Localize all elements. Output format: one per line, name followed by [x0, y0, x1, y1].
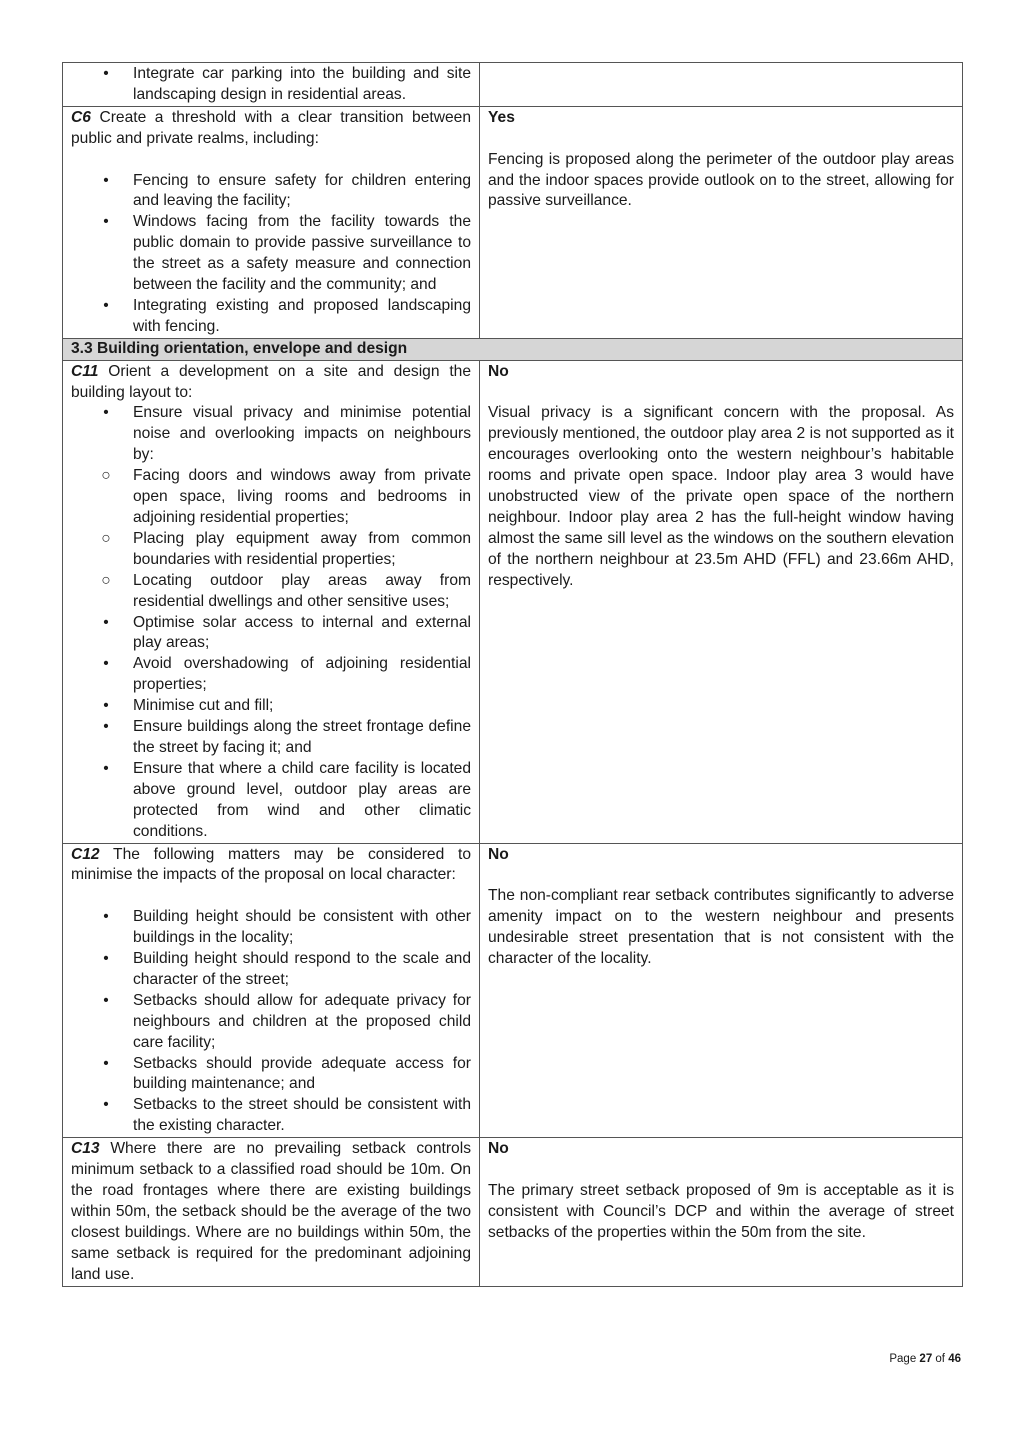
list-item: ○ Locating outdoor play areas away from residential dwellings and other sensitive uses;: [101, 571, 471, 610]
bullet-marker: •: [103, 65, 109, 82]
table-row: [63, 843, 963, 1138]
table-row: [63, 1138, 963, 1286]
control-cell: [63, 1138, 480, 1286]
response-cell: [480, 1138, 963, 1286]
control-label: C13: [71, 1140, 100, 1158]
list-item: • Fencing to ensure safety for children entering and leaving the facility;: [103, 171, 471, 210]
table-row: [63, 106, 963, 338]
list-item: • Avoid overshadowing of adjoining residential properties;: [103, 655, 471, 694]
section-heading-row: [63, 338, 963, 360]
compliance-verdict: No: [488, 845, 509, 863]
control-label: C11: [71, 362, 99, 380]
bullet-list: [71, 64, 471, 106]
list-item: • Optimise solar access to internal and external play areas;: [103, 613, 471, 652]
table-row: [63, 63, 963, 107]
list-item: • Building height should respond to the scale and character of the street;: [103, 950, 471, 988]
table-row: [63, 360, 963, 843]
assessment-comment: Fencing is proposed along the perimeter of the outdoor play areas and the indoor spaces provide outlook on to the street, allowing for passive surveillance.: [488, 150, 954, 210]
bullet-list: [71, 171, 471, 338]
control-cell: [63, 843, 480, 1138]
list-item: ○ Placing play equipment away from common boundaries with residential properties;: [101, 529, 471, 568]
bullet-list: [71, 403, 471, 842]
control-text: C11 Orient a development on a site and design the building layout to:: [71, 362, 471, 401]
assessment-comment: The non-compliant rear setback contributes significantly to adverse amenity impact on to the western neighbour and presents undesirable street presentation that is not consistent with the character of the locality.: [488, 887, 954, 968]
list-item: ○ Facing doors and windows away from private open space, living rooms and bedrooms in adjoining residential properties;: [101, 467, 471, 527]
document-page: [62, 62, 962, 1287]
control-label: C6: [71, 108, 91, 126]
total-pages: 46: [948, 1353, 961, 1365]
bullet-list: [71, 907, 471, 1137]
response-cell: [480, 63, 963, 107]
compliance-verdict: Yes: [488, 108, 515, 126]
list-item: • Setbacks should allow for adequate privacy for neighbours and children at the proposed child care facility;: [103, 991, 471, 1051]
list-item: • Integrating existing and proposed landscaping with fencing.: [103, 296, 471, 335]
list-item: • Ensure that where a child care facility is located above ground level, outdoor play areas are protected from wind and other climatic conditions.: [103, 759, 471, 840]
section-heading: 3.3 Building orientation, envelope and design: [63, 338, 963, 360]
list-item: • Windows facing from the facility towards the public domain to provide passive surveillance to the street as a safety measure and connection between the facility and the community; and: [103, 213, 471, 294]
list-item: • Setbacks to the street should be consistent with the existing character.: [103, 1096, 471, 1135]
response-cell: [480, 106, 963, 338]
control-cell: [63, 106, 480, 338]
control-cell: [63, 63, 480, 107]
assessment-comment: Visual privacy is a significant concern with the proposal. As previously mentioned, the outdoor play area 2 is not supported as it encourages overlooking onto the western neighbour’s habitable rooms and private open space. Indoor play area 3 would have unobstructed view of the private open space of the northern neighbour. Indoor play area 2 has the full-height window having almost the same sill level as the windows on the southern elevation of the northern neighbour at 23.5m AHD (FFL) and 23.66m AHD, respectively.: [488, 404, 954, 589]
list-item: • Ensure visual privacy and minimise potential noise and overlooking impacts on neighbours by:: [103, 404, 471, 464]
assessment-table: [62, 62, 963, 1287]
compliance-verdict: No: [488, 362, 509, 380]
list-item: • Minimise cut and fill;: [103, 697, 274, 715]
control-text: C6 Create a threshold with a clear transition between public and private realms, including:: [71, 108, 471, 147]
control-label: C12: [71, 845, 100, 863]
response-cell: [480, 360, 963, 843]
current-page: 27: [919, 1353, 933, 1365]
page-number: Page 27 of 46: [889, 1353, 961, 1365]
response-cell: [480, 843, 963, 1138]
control-cell: [63, 360, 480, 843]
list-item: • Setbacks should provide adequate access for building maintenance; and: [103, 1054, 471, 1093]
list-item: • Integrate car parking into the building and site landscaping design in residential areas.: [71, 64, 471, 106]
list-item: • Building height should be consistent with other buildings in the locality;: [103, 908, 471, 947]
compliance-verdict: No: [488, 1140, 509, 1158]
control-text: C13 Where there are no prevailing setback controls minimum setback to a classified road should be 10m. On the road frontages where there are existing buildings within 50m, the setback should be the average of the two closest buildings. Where are no buildings within 50m, the same setback is required for the predominant adjoining land use.: [71, 1140, 471, 1283]
assessment-comment: The primary street setback proposed of 9m is acceptable as it is consistent with Council’s DCP and within the average of street setbacks of the properties within the 50m from the site.: [488, 1181, 954, 1241]
control-text: C12 The following matters may be considered to minimise the impacts of the proposal on local character:: [71, 845, 471, 884]
list-item: • Ensure buildings along the street frontage define the street by facing it; and: [103, 718, 471, 756]
